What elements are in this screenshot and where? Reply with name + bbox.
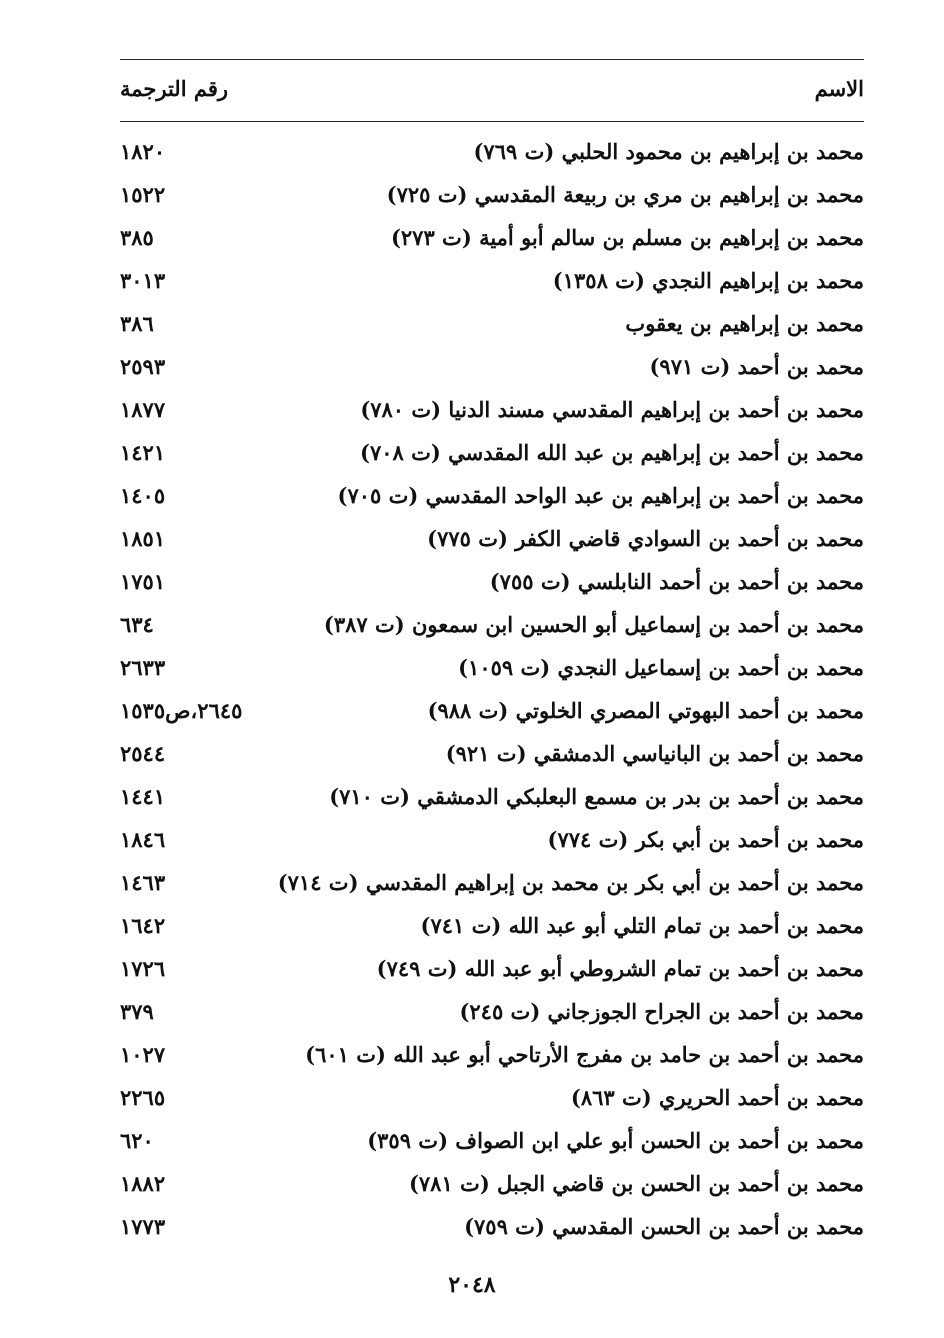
index-entry (120, 517, 864, 560)
entry-number: ١٤٤١ (120, 784, 166, 809)
page-number: ٢٠٤٨ (448, 1272, 496, 1298)
entry-number: ٣٨٦ (120, 311, 154, 336)
entry-number: ١٥٢٢ (120, 182, 166, 207)
index-entry (120, 259, 864, 302)
entry-name: محمد بن أحمد الحريري (ت ٨٦٣) (570, 1085, 864, 1110)
index-entry (120, 474, 864, 517)
top-rule (120, 59, 864, 60)
entry-name: محمد بن أحمد بن أحمد النابلسي (ت ٧٥٥) (489, 569, 864, 594)
entry-number: ٢٥٤٤ (120, 741, 166, 766)
entry-number: ١٤٦٣ (120, 870, 166, 895)
index-entry (120, 818, 864, 861)
entry-name: محمد بن أحمد بن إسماعيل النجدي (ت ١٠٥٩) (458, 655, 864, 680)
entry-number: ٢٢٦٥ (120, 1085, 166, 1110)
index-entry (120, 173, 864, 216)
entry-number: ١٨٧٧ (120, 397, 166, 422)
entry-name: محمد بن أحمد بن إبراهيم بن عبد الواحد المقدسي (ت ٧٠٥) (337, 483, 864, 508)
entry-name: محمد بن أحمد بن حامد بن مفرج الأرتاحي أبو عبد الله (ت ٦٠١) (305, 1042, 864, 1067)
index-entry (120, 560, 864, 603)
entry-number: ١٧٥١ (120, 569, 166, 594)
entry-name: محمد بن أحمد بن السوادي قاضي الكفر (ت ٧٧٥) (427, 526, 864, 551)
entry-number: ١٧٢٦ (120, 956, 166, 981)
column-header (120, 76, 864, 112)
entry-name: محمد بن إبراهيم النجدي (ت ١٣٥٨) (552, 268, 864, 293)
index-entry (120, 1033, 864, 1076)
entry-name: محمد بن أحمد بن تمام التلي أبو عبد الله (ت ٧٤١) (420, 913, 864, 938)
entry-number: ٢٦٣٣ (120, 655, 166, 680)
entry-name: محمد بن أحمد بن البانياسي الدمشقي (ت ٩٢١) (445, 741, 864, 766)
index-entry (120, 388, 864, 431)
index-entries (120, 130, 864, 1248)
index-entry (120, 775, 864, 818)
entry-number: ٣٠١٣ (120, 268, 166, 293)
index-entry (120, 603, 864, 646)
entry-name: محمد بن أحمد بن أبي بكر (ت ٧٧٤) (547, 827, 864, 852)
entry-name: محمد بن إبراهيم بن محمود الحلبي (ت ٧٦٩) (473, 139, 864, 164)
entry-name: محمد بن أحمد بن تمام الشروطي أبو عبد الله (ت ٧٤٩) (376, 956, 864, 981)
entry-name: محمد بن أحمد (ت ٩٧١) (649, 354, 864, 379)
entry-name: محمد بن أحمد بن الحسن المقدسي (ت ٧٥٩) (464, 1214, 864, 1239)
header-rule (120, 121, 864, 122)
index-entry (120, 302, 864, 345)
index-entry (120, 646, 864, 689)
index-entry (120, 689, 864, 732)
index-entry (120, 732, 864, 775)
index-entry (120, 1119, 864, 1162)
entry-name: محمد بن إبراهيم بن مسلم بن سالم أبو أمية (ت ٢٧٣) (390, 225, 864, 250)
entry-name: محمد بن أحمد بن إسماعيل أبو الحسين ابن سمعون (ت ٣٨٧) (323, 612, 864, 637)
index-entry (120, 904, 864, 947)
entry-name: محمد بن إبراهيم بن مري بن ربيعة المقدسي (ت ٧٢٥) (386, 182, 864, 207)
entry-name: محمد بن أحمد البهوتي المصري الخلوتي (ت ٩٨٨) (427, 698, 864, 723)
entry-number: ٣٨٥ (120, 225, 154, 250)
entry-name: محمد بن إبراهيم بن يعقوب (625, 311, 864, 336)
entry-name: محمد بن أحمد بن الجراح الجوزجاني (ت ٢٤٥) (459, 999, 864, 1024)
entry-name: محمد بن أحمد بن إبراهيم بن عبد الله المقدسي (ت ٧٠٨) (360, 440, 864, 465)
entry-number: ٦٣٤ (120, 612, 154, 637)
number-column-label: رقم الترجمة (120, 76, 229, 101)
entry-number: ١٤٢١ (120, 440, 166, 465)
entry-name: محمد بن أحمد بن بدر بن مسمع البعلبكي الدمشقي (ت ٧١٠) (329, 784, 864, 809)
entry-number: ٢٥٩٣ (120, 354, 166, 379)
index-entry (120, 861, 864, 904)
entry-number: ١٨٤٦ (120, 827, 166, 852)
index-entry (120, 990, 864, 1033)
index-entry (120, 130, 864, 173)
entry-number: ٢٦٤٥،ص١٥٣٥ (120, 698, 243, 723)
entry-number: ١٤٠٥ (120, 483, 166, 508)
entry-number: ٣٧٩ (120, 999, 154, 1024)
index-entry (120, 1205, 864, 1248)
entry-name: محمد بن أحمد بن أبي بكر بن محمد بن إبراهيم المقدسي (ت ٧١٤) (277, 870, 864, 895)
index-entry (120, 345, 864, 388)
index-entry (120, 1162, 864, 1205)
entry-number: ١٨٢٠ (120, 139, 166, 164)
entry-name: محمد بن أحمد بن الحسن بن قاضي الجبل (ت ٧٨١) (408, 1171, 864, 1196)
entry-name: محمد بن أحمد بن إبراهيم المقدسي مسند الدنيا (ت ٧٨٠) (360, 397, 864, 422)
index-entry (120, 216, 864, 259)
index-entry (120, 947, 864, 990)
entry-number: ١٠٢٧ (120, 1042, 166, 1067)
index-entry (120, 1076, 864, 1119)
entry-name: محمد بن أحمد بن الحسن أبو علي ابن الصواف (ت ٣٥٩) (367, 1128, 864, 1153)
entry-number: ١٦٤٢ (120, 913, 166, 938)
index-entry (120, 431, 864, 474)
entry-number: ١٨٥١ (120, 526, 166, 551)
entry-number: ١٧٧٣ (120, 1214, 166, 1239)
entry-number: ٦٢٠ (120, 1128, 154, 1153)
entry-number: ١٨٨٢ (120, 1171, 166, 1196)
name-column-label: الاسم (814, 76, 864, 101)
